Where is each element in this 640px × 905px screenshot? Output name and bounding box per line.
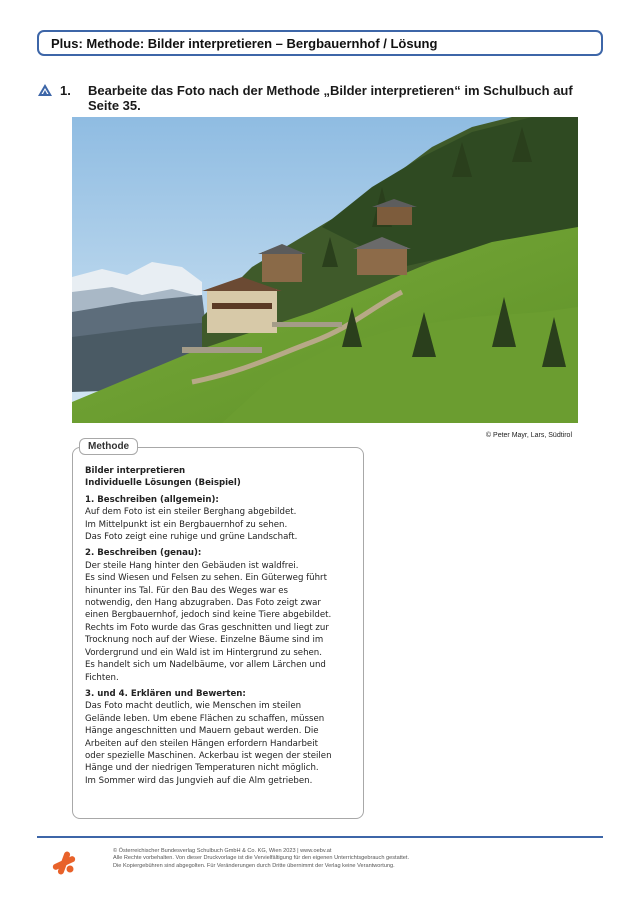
section-line: oder spezielle Maschinen. Ackerbau ist wegen der steilen bbox=[85, 750, 332, 761]
section-line: Im Mittelpunkt ist ein Bergbauernhof zu sehen. bbox=[85, 519, 288, 530]
method-subheading: Individuelle Lösungen (Beispiel) bbox=[85, 478, 241, 489]
section-line: Es handelt sich um Nadelbäume, vor allem Lärchen und bbox=[85, 660, 326, 671]
method-section-1 bbox=[85, 494, 357, 544]
section-line: Hänge angeschnitten und Mauern gebaut werden. Die bbox=[85, 726, 319, 737]
method-heading: Bilder interpretieren bbox=[85, 466, 186, 476]
method-section-2 bbox=[85, 547, 357, 683]
footer-line-1: © Österreichischer Bundesverlag Schulbuch GmbH & Co. KG, Wien 2023 | www.oebv.at bbox=[113, 848, 332, 854]
section-title: 1. Beschreiben (allgemein): bbox=[85, 494, 219, 505]
method-section-3 bbox=[85, 688, 357, 787]
footer-copyright bbox=[113, 848, 409, 870]
section-line: Rechts im Foto wurde das Gras geschnitten und liegt zur bbox=[85, 622, 329, 633]
section-line: Fichten. bbox=[85, 672, 119, 683]
section-line: Vordergrund und ein Wald ist im Hintergrund zu sehen. bbox=[85, 647, 322, 658]
section-line: Das Foto zeigt eine ruhige und grüne Landschaft. bbox=[85, 532, 298, 543]
page-title-box bbox=[37, 30, 603, 56]
method-content bbox=[85, 465, 357, 787]
task-text bbox=[88, 83, 588, 113]
task-number: 1. bbox=[60, 83, 71, 98]
mountain-farm-illustration bbox=[72, 117, 578, 423]
footer-divider bbox=[37, 836, 603, 838]
section-line: Gelände leben. Um ebene Flächen zu schaffen, müssen bbox=[85, 713, 325, 724]
section-line: Das Foto macht deutlich, wie Menschen im steilen bbox=[85, 701, 302, 712]
farm-photo bbox=[72, 117, 578, 423]
section-line: Der steile Hang hinter den Gebäuden ist waldfrei. bbox=[85, 560, 299, 571]
method-box bbox=[72, 441, 364, 819]
section-title: 3. und 4. Erklären und Bewerten: bbox=[85, 688, 246, 699]
section-line: Auf dem Foto ist ein steiler Berghang abgebildet. bbox=[85, 507, 297, 518]
photo-credit: © Peter Mayr, Lars, Südtirol bbox=[485, 432, 572, 439]
publisher-logo-icon bbox=[50, 849, 78, 877]
triangle-level-icon bbox=[38, 84, 52, 96]
section-line: Arbeiten auf den steilen Hängen erfordern Handarbeit bbox=[85, 738, 318, 749]
section-line: einen Bergbauernhof, jedoch sind keine Tiere abgebildet. bbox=[85, 610, 332, 621]
section-line: Hänge und der niedrigen Temperaturen nicht möglich. bbox=[85, 763, 319, 774]
section-title: 2. Beschreiben (genau): bbox=[85, 548, 202, 559]
section-line: Im Sommer wird das Jungvieh auf die Alm getrieben. bbox=[85, 775, 313, 786]
footer-line-3: Die Kopiergebühren sind abgegolten. Für Veränderungen durch Dritte übernimmt der Verlag keine Verantwortung. bbox=[113, 862, 395, 869]
section-line: hinunter ins Tal. Für den Bau des Weges war es bbox=[85, 585, 289, 596]
footer-line-2: Alle Rechte vorbehalten. Von dieser Druckvorlage ist die Vervielfältigung für den eigenen Unterrichtsgebrauch gestattet. bbox=[113, 855, 410, 862]
page-title: Plus: Methode: Bilder interpretieren – Bergbauernhof / Lösung bbox=[51, 35, 438, 51]
task-text-line-2: Seite 35. bbox=[88, 98, 141, 113]
task-text-line-1: Bearbeite das Foto nach der Methode „Bilder interpretieren“ im Schulbuch auf bbox=[88, 83, 573, 98]
section-line: Trocknung noch auf der Wiese. Einzelne Bäume sind im bbox=[85, 635, 324, 646]
method-tab-label: Methode bbox=[79, 438, 138, 455]
section-line: notwendig, den Hang abzugraben. Das Foto zeigt zwar bbox=[85, 598, 321, 609]
section-line: Es sind Wiesen und Felsen zu sehen. Ein Güterweg führt bbox=[85, 573, 327, 584]
